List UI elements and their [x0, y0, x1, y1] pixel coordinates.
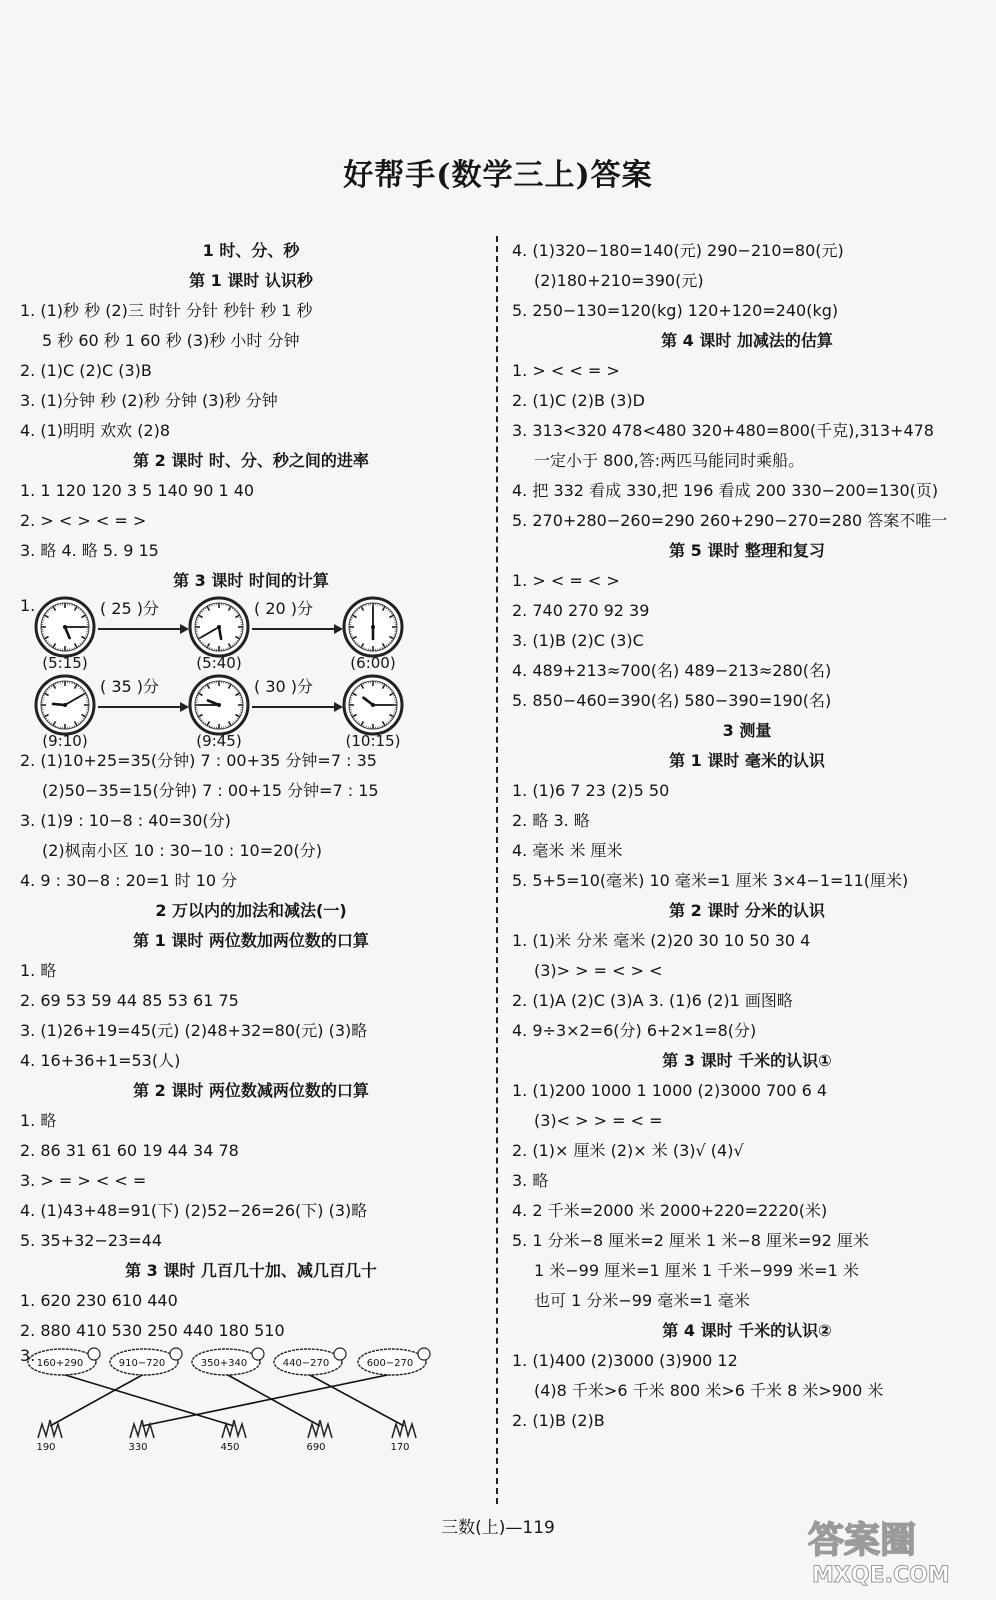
- column-divider: [496, 236, 498, 1504]
- answer-line: 1 米−99 厘米=1 厘米 1 千米−999 米=1 米: [534, 1261, 859, 1280]
- grass-icon: [390, 1420, 416, 1452]
- clock-time-label: (9:45): [196, 732, 242, 750]
- answer-line: 3. (1)9 : 10−8 : 40=30(分): [20, 811, 231, 830]
- section-heading: 第 3 课时 时间的计算: [173, 571, 329, 590]
- duration-label: ( 25 )分: [100, 599, 160, 618]
- answer-line: (4)8 千米>6 千米 800 米>6 千米 8 米>900 米: [534, 1381, 884, 1400]
- section-heading: 第 3 课时 几百几十加、减几百几十: [125, 1261, 377, 1280]
- answer-line: 2. 740 270 92 39: [512, 601, 650, 620]
- answer-line: 2. 86 31 61 60 19 44 34 78: [20, 1141, 239, 1160]
- section-heading: 3 测量: [722, 721, 772, 740]
- answer-line: 1. > < < = >: [512, 361, 620, 380]
- page-title: 好帮手(数学三上)答案: [343, 158, 653, 193]
- answer-line: 1. 620 230 610 440: [20, 1291, 178, 1310]
- grass-number: 170: [390, 1442, 410, 1452]
- answer-line: 也可 1 分米−99 毫米=1 毫米: [534, 1291, 750, 1310]
- question-number: 1.: [20, 596, 36, 615]
- watermark-text: 答案圈: [808, 1520, 917, 1561]
- section-heading: 1 时、分、秒: [202, 241, 300, 260]
- duration-label: ( 20 )分: [254, 599, 314, 618]
- answer-line: 2. 69 53 59 44 85 53 61 75: [20, 991, 239, 1010]
- arrow-icon: [252, 706, 340, 708]
- left-answers-part-1: [20, 236, 482, 596]
- answer-line: 4. 16+36+1=53(人): [20, 1051, 181, 1070]
- section-heading: 第 4 课时 加减法的估算: [661, 331, 833, 350]
- answer-line: (2)180+210=390(元): [534, 271, 704, 290]
- answer-line: 2. (1)B (2)B: [512, 1411, 605, 1430]
- answer-line: 1. 略: [20, 961, 57, 980]
- clock-icon: [342, 596, 404, 658]
- sheep-expression: 350+340: [200, 1358, 248, 1369]
- grass-icon: [306, 1420, 332, 1452]
- answer-line: 2. (1)C (2)C (3)B: [20, 361, 152, 380]
- section-heading: 第 2 课时 时、分、秒之间的进率: [133, 451, 369, 470]
- grass-icon: [220, 1420, 246, 1452]
- answer-line: 5. 1 分米−8 厘米=2 厘米 1 米−8 厘米=92 厘米: [512, 1231, 869, 1250]
- answer-line: 1. (1)6 7 23 (2)5 50: [512, 781, 670, 800]
- sheep-icon: [358, 1348, 430, 1375]
- answer-line: 1. 略: [20, 1111, 57, 1130]
- answer-line: 4. 毫米 米 厘米: [512, 841, 623, 860]
- answer-line: 4. 2 千米=2000 米 2000+220=2220(米): [512, 1201, 828, 1220]
- arrow-icon: [98, 628, 186, 630]
- grass-icon: [128, 1420, 154, 1452]
- answer-line: 1. (1)秒 秒 (2)三 时针 分针 秒针 秒 1 秒: [20, 301, 313, 320]
- answer-line: 2. (1)× 厘米 (2)× 米 (3)√ (4)√: [512, 1141, 744, 1160]
- answer-line: 5. 250−130=120(kg) 120+120=240(kg): [512, 301, 839, 320]
- answer-line: 2. (1)A (2)C (3)A 3. (1)6 (2)1 画图略: [512, 991, 793, 1010]
- sheep-icon: [110, 1348, 182, 1375]
- clock-exercise: [20, 596, 482, 750]
- grass-number: 450: [220, 1442, 240, 1452]
- clock-icon: [188, 674, 250, 736]
- answer-line: 3. (1)分钟 秒 (2)秒 分钟 (3)秒 分钟: [20, 391, 278, 410]
- answer-line: 1. > < = < >: [512, 571, 620, 590]
- answer-line: 2. 略 3. 略: [512, 811, 590, 830]
- section-heading: 第 1 课时 两位数加两位数的口算: [133, 931, 369, 950]
- clock-icon: [188, 596, 250, 658]
- answer-line: 1. (1)米 分米 毫米 (2)20 30 10 50 30 4: [512, 931, 811, 950]
- left-answers-part-2: [20, 746, 482, 1346]
- answer-line: 4. 489+213≈700(名) 489−213≈280(名): [512, 661, 832, 680]
- clock-icon: [34, 596, 96, 658]
- matching-exercise: [20, 1346, 482, 1452]
- clock-time-label: (5:40): [196, 654, 242, 672]
- clock-time-label: (5:15): [42, 654, 88, 672]
- grass-icon: [36, 1420, 62, 1452]
- answer-line: 2. (1)10+25=35(分钟) 7 : 00+35 分钟=7 : 35: [20, 751, 377, 770]
- match-line: [62, 1374, 234, 1426]
- section-heading: 2 万以内的加法和减法(一): [155, 901, 347, 920]
- answer-line: 5. 5+5=10(毫米) 10 毫米=1 厘米 3×4−1=11(厘米): [512, 871, 909, 890]
- sheep-icon: [274, 1348, 346, 1375]
- sheep-icon: [192, 1348, 264, 1375]
- answer-line: 2. 880 410 530 250 440 180 510: [20, 1321, 285, 1340]
- answer-line: 5. 35+32−23=44: [20, 1231, 163, 1250]
- grass-number: 690: [306, 1442, 326, 1452]
- clock-time-label: (9:10): [42, 732, 88, 750]
- sheep-expression: 910−720: [118, 1358, 166, 1369]
- section-heading: 第 3 课时 千米的认识①: [662, 1051, 832, 1070]
- section-heading: 第 2 课时 分米的认识: [669, 901, 825, 920]
- answer-line: 3. 略 4. 略 5. 9 15: [20, 541, 159, 560]
- answer-line: 3. > = > < < =: [20, 1171, 147, 1190]
- duration-label: ( 35 )分: [100, 677, 160, 696]
- arrow-icon: [98, 706, 186, 708]
- clock-time-label: (6:00): [350, 654, 396, 672]
- answer-line: 4. 把 332 看成 330,把 196 看成 200 330−200=130(页): [512, 481, 939, 500]
- section-heading: 第 2 课时 两位数减两位数的口算: [133, 1081, 369, 1100]
- answer-line: 3. (1)B (2)C (3)C: [512, 631, 644, 650]
- answer-line: 3. 313<320 478<480 320+480=800(千克),313+478: [512, 421, 934, 440]
- match-line: [50, 1374, 144, 1426]
- answer-line: 3. (1)26+19=45(元) (2)48+32=80(元) (3)略: [20, 1021, 368, 1040]
- answer-line: 1. 1 120 120 3 5 140 90 1 40: [20, 481, 255, 500]
- section-heading: 第 4 课时 千米的认识②: [662, 1321, 832, 1340]
- answer-line: 4. (1)320−180=140(元) 290−210=80(元): [512, 241, 844, 260]
- answer-line: (2)枫南小区 10 : 30−10 : 10=20(分): [42, 841, 322, 860]
- grass-number: 190: [36, 1442, 56, 1452]
- answer-line: 4. 9÷3×2=6(分) 6+2×1=8(分): [512, 1021, 757, 1040]
- answer-line: 3. 略: [512, 1171, 549, 1190]
- answer-line: (3)> > = < > <: [534, 961, 663, 980]
- answer-line: 4. (1)43+48=91(下) (2)52−26=26(下) (3)略: [20, 1201, 368, 1220]
- answer-line: 1. (1)400 (2)3000 (3)900 12: [512, 1351, 738, 1370]
- answer-line: (2)50−35=15(分钟) 7 : 00+15 分钟=7 : 15: [42, 781, 379, 800]
- question-number: 3.: [20, 1346, 36, 1365]
- answer-line: 1. (1)200 1000 1 1000 (2)3000 700 6 4: [512, 1081, 828, 1100]
- clock-icon: [342, 674, 404, 736]
- duration-label: ( 30 )分: [254, 677, 314, 696]
- match-line: [226, 1374, 320, 1426]
- grass-number: 330: [128, 1442, 148, 1452]
- section-heading: 第 1 课时 认识秒: [189, 271, 313, 290]
- section-heading: 第 5 课时 整理和复习: [669, 541, 825, 560]
- answer-line: 5. 270+280−260=290 260+290−270=280 答案不唯一: [512, 511, 948, 530]
- answer-line: 2. (1)C (2)B (3)D: [512, 391, 645, 410]
- answer-line: 4. 9 : 30−8 : 20=1 时 10 分: [20, 871, 238, 890]
- clock-time-label: (10:15): [345, 732, 401, 750]
- answer-line: 2. > < > < = >: [20, 511, 147, 530]
- watermark-sub: MXQE.COM: [812, 1563, 950, 1588]
- answer-line: 一定小于 800,答:两匹马能同时乘船。: [534, 451, 805, 470]
- page-footer: 三数(上)—119: [441, 1518, 555, 1538]
- sheep-icon: [28, 1348, 100, 1375]
- arrow-icon: [252, 628, 340, 630]
- answer-line: 4. (1)明明 欢欢 (2)8: [20, 421, 171, 440]
- answer-line: (3)< > > = < =: [534, 1111, 663, 1130]
- right-column: [512, 236, 982, 1436]
- left-column: [20, 236, 482, 1452]
- matching-diagram: [20, 1346, 482, 1452]
- right-answers: [512, 236, 982, 1436]
- sheep-expression: 440−270: [282, 1358, 330, 1369]
- sheep-expression: 160+290: [36, 1358, 84, 1369]
- section-heading: 第 1 课时 毫米的认识: [669, 751, 825, 770]
- sheep-expression: 600−270: [366, 1358, 414, 1369]
- watermark-logo: [800, 1508, 980, 1588]
- clock-icon: [34, 674, 96, 736]
- answer-line: 5. 850−460=390(名) 580−390=190(名): [512, 691, 832, 710]
- answer-line: 5 秒 60 秒 1 60 秒 (3)秒 小时 分钟: [42, 331, 300, 350]
